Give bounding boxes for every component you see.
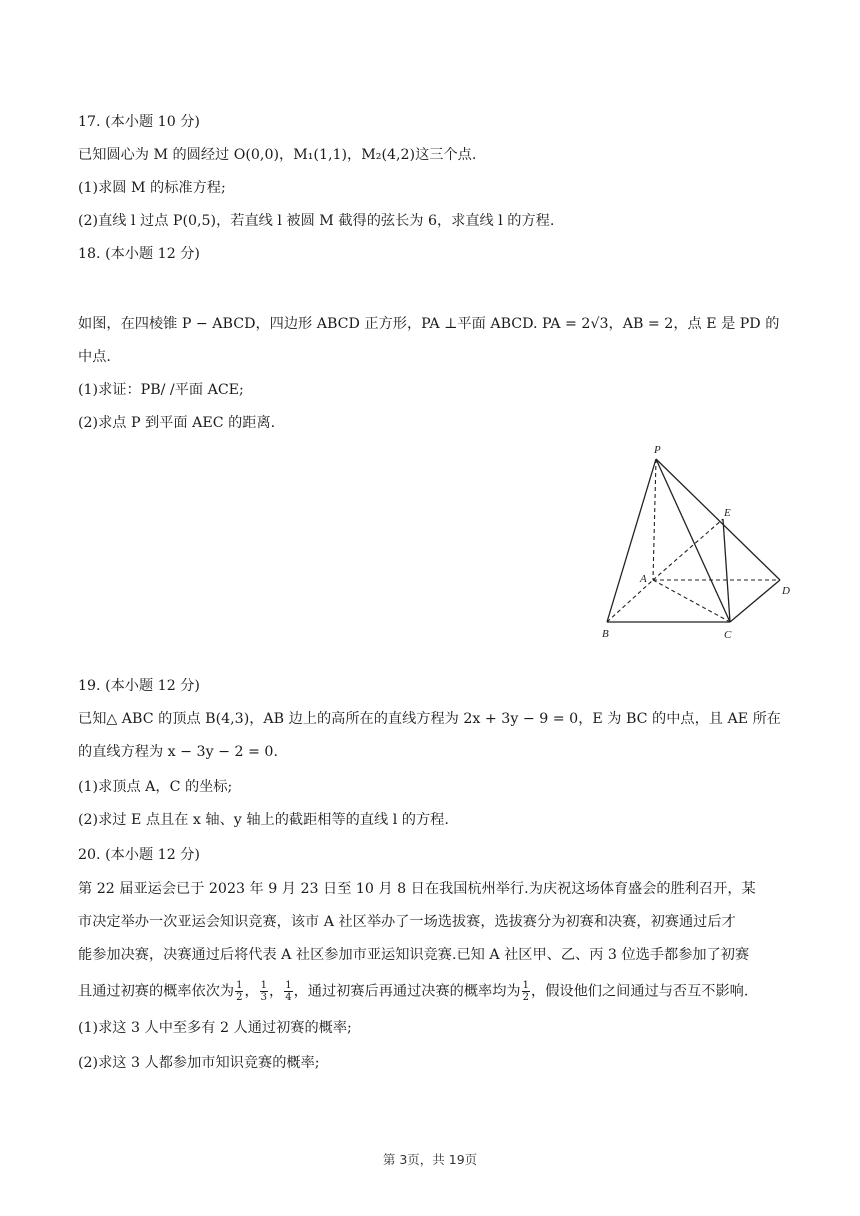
label-e: E: [724, 507, 731, 519]
fraction-1: $\frac{1}{2}$: [236, 980, 243, 1003]
p17-q2: (2)直线 l 过点 P(0,5)，若直线 l 被圆 M 截得的弦长为 6，求直线 l 的方程.: [78, 213, 555, 229]
label-c: C: [724, 629, 732, 641]
p20-stem-line3: 能参加决赛，决赛通过后将代表 A 社区参加市亚运知识竞赛.已知 A 社区甲、乙、丙 3 位选手都参加了初赛: [78, 947, 750, 963]
p18-q1: (1)求证：PB/ /平面 ACE;: [78, 382, 244, 398]
fraction-3: $\frac{1}{4}$: [285, 980, 292, 1003]
page-footer: 第 3页，共 19页: [382, 1152, 478, 1167]
p18-stem-line1: 如图，在四棱锥 P − ABCD，四边形 ABCD 正方形，PA ⊥平面 ABCD. PA = 2√3，AB = 2，点 E 是 PD 的: [78, 316, 780, 332]
pyramid-figure: [590, 440, 800, 650]
p20-stem-line1: 第 22 届亚运会已于 2023 年 9 月 23 日至 10 月 8 日在我国杭州举行.为庆祝这场体育盛会的胜利召开，某: [78, 881, 756, 897]
p19-stem-line1: 已知△ ABC 的顶点 B(4,3)，AB 边上的高所在的直线方程为 2x + 3y − 9 = 0，E 为 BC 的中点，且 AE 所在: [78, 711, 781, 727]
p17-header: 17. (本小题 10 分): [78, 114, 200, 130]
p19-q2: (2)求过 E 点且在 x 轴、y 轴上的截距相等的直线 l 的方程.: [78, 812, 449, 828]
label-d: D: [782, 585, 790, 597]
label-b: B: [602, 628, 609, 640]
p17-stem: 已知圆心为 M 的圆经过 O(0,0)，M₁(1,1)，M₂(4,2)这三个点.: [78, 147, 477, 163]
label-p: P: [654, 444, 661, 456]
p20-header: 20. (本小题 12 分): [78, 847, 200, 863]
p18-q2: (2)求点 P 到平面 AEC 的距离.: [78, 415, 276, 431]
p20-q1: (1)求这 3 人中至多有 2 人通过初赛的概率;: [78, 1020, 352, 1036]
fraction-4: $\frac{1}{2}$: [522, 980, 529, 1003]
fraction-2: $\frac{1}{3}$: [260, 980, 268, 1003]
p18-stem-line2: 中点.: [78, 349, 111, 365]
p20-q2: (2)求这 3 人都参加市知识竞赛的概率;: [78, 1055, 320, 1071]
p19-stem-line2: 的直线方程为 x − 3y − 2 = 0.: [78, 744, 278, 760]
p20-stem-line4-a: 且通过初赛的概率依次为: [78, 983, 235, 1000]
p19-header: 19. (本小题 12 分): [78, 678, 200, 694]
p20-stem-line4-c: ，假设他们之间通过与否互不影响.: [531, 983, 749, 1000]
p17-q1: (1)求圆 M 的标准方程;: [78, 180, 226, 196]
label-a: A: [640, 573, 647, 585]
p20-stem-line4-b: ，通过初赛后再通过决赛的概率均为: [293, 983, 521, 1000]
p20-stem-line4: 且通过初赛的概率依次为 $\frac{1}{2}$ ， $\frac{1}{3}$ ， $\frac{1}{4}$ ，通过初赛后再通过决赛的概率均为 $\frac{1}{2}$ ，假设他们之间通过与否互不影响.: [78, 980, 749, 1003]
p18-header: 18. (本小题 12 分): [78, 246, 200, 262]
p19-q1: (1)求顶点 A，C 的坐标;: [78, 779, 233, 795]
p20-stem-line2: 市决定举办一次亚运会知识竞赛，该市 A 社区举办了一场选拔赛，选拔赛分为初赛和决赛，初赛通过后才: [78, 914, 736, 930]
